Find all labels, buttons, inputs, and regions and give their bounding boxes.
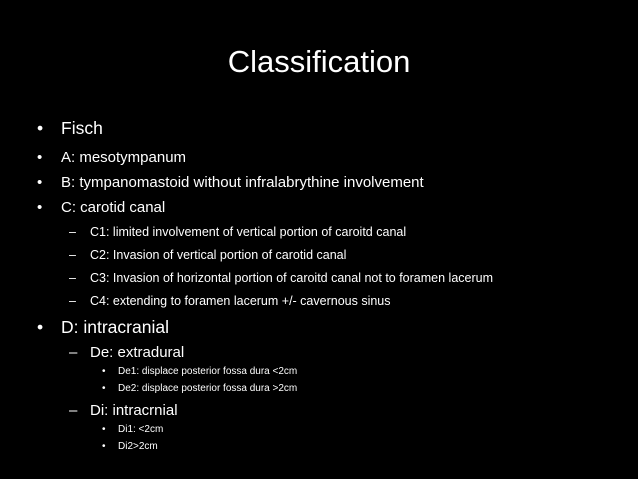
- sub-sub-item-text: De2: displace posterior fossa dura >2cm: [118, 383, 298, 394]
- bullet-dot-icon: •: [37, 317, 44, 337]
- sub-sub-item-text: De1: displace posterior fossa dura <2cm: [118, 366, 298, 377]
- sub-sub-item-text: Di2>2cm: [118, 441, 158, 452]
- bullet-text: D: intracranial: [61, 317, 169, 337]
- bullet-dot-icon: •: [102, 366, 106, 377]
- bullet-text: Fisch: [61, 118, 103, 138]
- bullet-dot-icon: •: [37, 174, 43, 191]
- sub-item-text: C2: Invasion of vertical portion of carotid canal: [90, 248, 347, 262]
- bullet-text: B: tympanomastoid without infralabrythine involvement: [61, 174, 424, 191]
- dash-icon: –: [69, 402, 78, 419]
- sub-item-text: C4: extending to foramen lacerum +/- cavernous sinus: [90, 294, 391, 308]
- bullet-dot-icon: •: [102, 441, 106, 452]
- sub-item-text: Di: intracrnial: [90, 402, 178, 419]
- bullet-text: C: carotid canal: [61, 199, 166, 216]
- bullet-dot-icon: •: [37, 118, 44, 138]
- sub-item-text: C1: limited involvement of vertical portion of caroitd canal: [90, 225, 407, 239]
- bullet-text: A: mesotympanum: [61, 149, 187, 166]
- dash-icon: –: [69, 248, 76, 262]
- bullet-dot-icon: •: [37, 199, 43, 216]
- dash-icon: –: [69, 344, 78, 361]
- bullet-dot-icon: •: [102, 424, 106, 435]
- bullet-dot-icon: •: [37, 149, 43, 166]
- sub-sub-item-text: Di1: <2cm: [118, 424, 164, 435]
- dash-icon: –: [69, 271, 76, 285]
- sub-item-text: C3: Invasion of horizontal portion of caroitd canal not to foramen lacerum: [90, 271, 493, 285]
- bullet-dot-icon: •: [102, 383, 106, 394]
- slide-title: Classification: [227, 44, 411, 79]
- dash-icon: –: [69, 225, 76, 239]
- dash-icon: –: [69, 294, 76, 308]
- sub-item-text: De: extradural: [90, 344, 185, 361]
